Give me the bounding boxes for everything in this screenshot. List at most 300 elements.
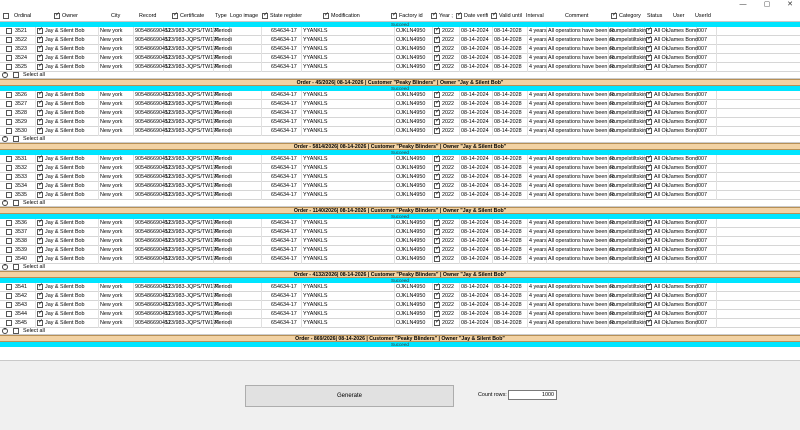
cell-checkbox[interactable]: [37, 192, 43, 198]
cell-text: YYANKLS: [303, 101, 328, 107]
cell-text: OJKLN4950: [396, 174, 426, 180]
cell-interval: [528, 237, 547, 246]
row-select-checkbox[interactable]: [6, 165, 12, 171]
cell-text: 2022: [442, 46, 454, 52]
cell-text: Periodi: [215, 128, 232, 134]
cell-text: Periodi: [215, 229, 232, 235]
cell-text: 3535: [15, 192, 27, 198]
cell-checkbox[interactable]: [646, 302, 652, 308]
col-owner[interactable]: Owner: [62, 13, 78, 19]
table-row[interactable]: [0, 109, 800, 118]
cell-checkbox[interactable]: [646, 192, 652, 198]
cell-text: All operations have been co: [548, 28, 615, 34]
cell-comment: [547, 283, 615, 292]
cell-text: 654634-17: [271, 156, 297, 162]
select-all-label: Select all: [23, 72, 45, 78]
row-select-checkbox[interactable]: [6, 302, 12, 308]
cell-checkbox[interactable]: [646, 311, 652, 317]
cell-checkbox[interactable]: [37, 37, 43, 43]
cell-year: [433, 54, 460, 63]
row-select-checkbox[interactable]: [6, 28, 12, 34]
cell-state-register: [270, 155, 302, 164]
cell-text: 905486690451: [135, 293, 171, 299]
row-select-checkbox[interactable]: [6, 101, 12, 107]
cell-text: New york: [100, 293, 123, 299]
row-select-checkbox[interactable]: [6, 229, 12, 235]
cell-checkbox[interactable]: [646, 55, 652, 61]
cell-checkbox[interactable]: [646, 28, 652, 34]
cell-text: Periodi: [215, 165, 232, 171]
cell-comment: [547, 182, 615, 191]
select-all-checkbox[interactable]: [13, 72, 19, 78]
cell-checkbox[interactable]: [646, 229, 652, 235]
cell-checkbox[interactable]: [646, 256, 652, 262]
cell-text: Rumpelstiltskin: [610, 256, 647, 262]
cell-owner: [36, 54, 99, 63]
cell-text: New york: [100, 183, 123, 189]
cell-ordinal: [14, 109, 36, 118]
cell-userid: [697, 319, 717, 328]
cell-checkbox[interactable]: [37, 302, 43, 308]
cell-checkbox[interactable]: [646, 101, 652, 107]
cell-checkbox[interactable]: [434, 311, 440, 317]
cell-checkbox[interactable]: [434, 238, 440, 244]
cell-text: 007: [698, 119, 707, 125]
cell-city: [99, 255, 134, 264]
cell-text: 08-14-2028: [494, 37, 522, 43]
cell-logo-image: [230, 36, 262, 45]
row-select-checkbox[interactable]: [6, 311, 12, 317]
col-certificate[interactable]: Certificate: [180, 13, 205, 19]
cell-checkbox[interactable]: [434, 119, 440, 125]
cell-text: All operations have been co: [548, 256, 615, 262]
cell-text: 4 years: [529, 302, 547, 308]
cell-city: [99, 237, 134, 246]
cell-checkbox[interactable]: [646, 165, 652, 171]
col-comment[interactable]: Comment: [565, 13, 589, 19]
cell-checkbox[interactable]: [37, 28, 43, 34]
cell-text: New york: [100, 284, 123, 290]
cell-year: [433, 292, 460, 301]
cell-checkbox[interactable]: [37, 174, 43, 180]
col-logo-image[interactable]: Logo image: [230, 13, 259, 19]
cell-text: 3526: [15, 92, 27, 98]
cell-valid-until: [493, 127, 528, 136]
cell-logo-image: [230, 63, 262, 72]
col-date-verification[interactable]: Date verifi: [464, 13, 489, 19]
cell-text: James Bond: [668, 46, 698, 52]
cell-checkbox[interactable]: [37, 183, 43, 189]
table-row[interactable]: [0, 246, 800, 255]
table-row[interactable]: [0, 255, 800, 264]
cell-status: [645, 54, 667, 63]
table-row[interactable]: [0, 127, 800, 136]
cell-user: [667, 155, 697, 164]
table-row[interactable]: [0, 228, 800, 237]
table-row[interactable]: [0, 91, 800, 100]
cell-certificate: [164, 292, 220, 301]
cell-checkbox[interactable]: [37, 156, 43, 162]
select-all-checkbox[interactable]: [13, 136, 19, 142]
col-userid[interactable]: UserId: [695, 13, 711, 19]
group-select-all-row[interactable]: [0, 136, 800, 143]
cell-checkbox[interactable]: [434, 64, 440, 70]
cell-checkbox[interactable]: [434, 46, 440, 52]
cell-checkbox[interactable]: [37, 55, 43, 61]
cell-checkbox[interactable]: [37, 64, 43, 70]
cell-text: 08-14-2028: [494, 256, 522, 262]
cell-checkbox[interactable]: [434, 37, 440, 43]
cell-checkbox[interactable]: [434, 128, 440, 134]
cell-checkbox[interactable]: [37, 101, 43, 107]
cell-text: 08-14-2024: [461, 92, 489, 98]
cell-text: All Ok: [654, 238, 669, 244]
row-select-checkbox[interactable]: [6, 55, 12, 61]
cell-checkbox[interactable]: [434, 284, 440, 290]
cell-checkbox[interactable]: [37, 256, 43, 262]
group-select-all-row[interactable]: [0, 72, 800, 79]
cell-checkbox[interactable]: [434, 165, 440, 171]
cell-checkbox[interactable]: [434, 320, 440, 326]
col-city[interactable]: City: [111, 13, 121, 19]
cell-text: Jay & Silent Bob: [45, 110, 85, 116]
cell-checkbox[interactable]: [37, 46, 43, 52]
cell-checkbox[interactable]: [646, 46, 652, 52]
cell-checkbox[interactable]: [646, 320, 652, 326]
cell-text: Rumpelstiltskin: [610, 293, 647, 299]
cell-checkbox[interactable]: [434, 302, 440, 308]
col-interval[interactable]: Interval: [526, 13, 544, 19]
cell-text: New york: [100, 119, 123, 125]
cell-checkbox[interactable]: [37, 293, 43, 299]
cell-factory-id: [395, 63, 433, 72]
cell-checkbox[interactable]: [434, 101, 440, 107]
data-grid[interactable]: [0, 10, 800, 361]
row-select-checkbox[interactable]: [6, 247, 12, 253]
cell-text: 654634-17: [271, 256, 297, 262]
table-row[interactable]: [0, 319, 800, 328]
col-user[interactable]: User: [673, 13, 685, 19]
row-select-checkbox[interactable]: [6, 119, 12, 125]
cell-record: [134, 155, 171, 164]
table-row[interactable]: [0, 118, 800, 127]
cell-checkbox[interactable]: [37, 247, 43, 253]
cell-checkbox[interactable]: [434, 55, 440, 61]
valid-until-column-checkbox[interactable]: [491, 13, 497, 19]
generate-button[interactable]: Generate: [245, 385, 454, 407]
cell-text: All operations have been co: [548, 247, 615, 253]
cell-checkbox[interactable]: [37, 119, 43, 125]
row-select-checkbox[interactable]: [6, 64, 12, 70]
cell-checkbox[interactable]: [646, 64, 652, 70]
table-row[interactable]: [0, 283, 800, 292]
table-row[interactable]: [0, 54, 800, 63]
cell-checkbox[interactable]: [646, 284, 652, 290]
cell-checkbox[interactable]: [646, 119, 652, 125]
modification-column-checkbox[interactable]: [323, 13, 329, 19]
cell-checkbox[interactable]: [646, 293, 652, 299]
year-column-checkbox[interactable]: [431, 13, 437, 19]
cell-text: 08-14-2024: [461, 156, 489, 162]
cell-category: [609, 191, 645, 200]
cell-text: YYANKLS: [303, 92, 328, 98]
collapse-toggle-icon[interactable]: ^: [3, 200, 7, 206]
cell-text: 905486690451: [135, 37, 171, 43]
table-row[interactable]: [0, 63, 800, 72]
cell-interval: [528, 219, 547, 228]
cell-user: [667, 292, 697, 301]
cell-checkbox[interactable]: [37, 110, 43, 116]
cell-text: 654634-17: [271, 101, 297, 107]
cell-text: 3541: [15, 284, 27, 290]
cell-text: 654634-17: [271, 247, 297, 253]
table-row[interactable]: [0, 45, 800, 54]
table-row[interactable]: [0, 182, 800, 191]
cell-text: All Ok: [654, 156, 669, 162]
cell-user: [667, 45, 697, 54]
cell-checkbox[interactable]: [646, 92, 652, 98]
cell-factory-id: [395, 237, 433, 246]
collapse-toggle-icon[interactable]: ^: [3, 328, 7, 334]
cell-logo-image: [230, 127, 262, 136]
cell-text: James Bond: [668, 119, 698, 125]
select-all-checkbox[interactable]: [13, 328, 19, 334]
table-row[interactable]: [0, 237, 800, 246]
cell-checkbox[interactable]: [646, 220, 652, 226]
cell-modification: [302, 173, 395, 182]
col-valid-until[interactable]: Valid until: [499, 13, 522, 19]
group-select-all-row[interactable]: [0, 264, 800, 271]
cell-text: 2022: [442, 174, 454, 180]
row-select-checkbox[interactable]: [6, 156, 12, 162]
cell-checkbox[interactable]: [646, 238, 652, 244]
cell-status: [645, 164, 667, 173]
cell-checkbox[interactable]: [434, 293, 440, 299]
cell-text: 3522: [15, 37, 27, 43]
table-row[interactable]: [0, 301, 800, 310]
cell-owner: [36, 319, 99, 328]
cell-text: All Ok: [654, 46, 669, 52]
cell-text: Periodi: [215, 101, 232, 107]
cell-checkbox[interactable]: [434, 229, 440, 235]
cell-checkbox[interactable]: [37, 128, 43, 134]
table-row[interactable]: [0, 173, 800, 182]
cell-year: [433, 246, 460, 255]
cell-factory-id: [395, 310, 433, 319]
date-verification-column-checkbox[interactable]: [456, 13, 462, 19]
col-modification[interactable]: Modification: [331, 13, 360, 19]
maximize-button[interactable]: ▢: [763, 1, 771, 8]
row-select-checkbox[interactable]: [6, 293, 12, 299]
cell-owner: [36, 301, 99, 310]
cell-ordinal: [14, 219, 36, 228]
cell-checkbox[interactable]: [646, 37, 652, 43]
group-select-all-row[interactable]: [0, 328, 800, 335]
cell-text: All Ok: [654, 302, 669, 308]
cell-checkbox[interactable]: [37, 311, 43, 317]
cell-text: 4 years: [529, 128, 547, 134]
cell-text: All operations have been co: [548, 156, 615, 162]
cell-category: [609, 45, 645, 54]
cell-text: All operations have been co: [548, 46, 615, 52]
cell-checkbox[interactable]: [434, 183, 440, 189]
cell-checkbox[interactable]: [646, 174, 652, 180]
cell-text: 4 years: [529, 28, 547, 34]
cell-text: 4 years: [529, 183, 547, 189]
cell-modification: [302, 219, 395, 228]
cell-checkbox[interactable]: [37, 220, 43, 226]
certificate-column-checkbox[interactable]: [172, 13, 178, 19]
cell-checkbox[interactable]: [434, 110, 440, 116]
cell-text: 2022: [442, 128, 454, 134]
cell-logo-image: [230, 319, 262, 328]
cell-modification: [302, 182, 395, 191]
table-row[interactable]: [0, 191, 800, 200]
row-select-checkbox[interactable]: [6, 183, 12, 189]
select-all-checkbox[interactable]: [13, 264, 19, 270]
cell-text: 007: [698, 92, 707, 98]
cell-text: 654634-17: [271, 183, 297, 189]
row-select-checkbox[interactable]: [6, 174, 12, 180]
cell-checkbox[interactable]: [646, 110, 652, 116]
cell-text: 654634-17: [271, 46, 297, 52]
cell-checkbox[interactable]: [37, 284, 43, 290]
cell-text: 08-14-2024: [461, 64, 489, 70]
cell-checkbox[interactable]: [37, 229, 43, 235]
category-column-checkbox[interactable]: [611, 13, 617, 19]
minimize-button[interactable]: —: [739, 1, 747, 8]
row-select-checkbox[interactable]: [6, 320, 12, 326]
cell-checkbox[interactable]: [434, 192, 440, 198]
col-factory-id[interactable]: Factory id: [399, 13, 423, 19]
cell-checkbox[interactable]: [646, 247, 652, 253]
cell-city: [99, 54, 134, 63]
col-status[interactable]: Status: [647, 13, 663, 19]
cell-factory-id: [395, 155, 433, 164]
cell-text: 3544: [15, 311, 27, 317]
cell-text: 3524: [15, 55, 27, 61]
cell-text: 08-14-2024: [461, 183, 489, 189]
table-row[interactable]: [0, 100, 800, 109]
cell-text: All Ok: [654, 64, 669, 70]
row-select-checkbox[interactable]: [6, 192, 12, 198]
cell-text: Jay & Silent Bob: [45, 64, 85, 70]
owner-column-checkbox[interactable]: [54, 13, 60, 19]
cell-text: Jay & Silent Bob: [45, 284, 85, 290]
col-ordinal[interactable]: Ordinal: [14, 13, 32, 19]
select-all-header-checkbox[interactable]: [3, 13, 9, 19]
cell-interval: [528, 292, 547, 301]
cell-text: 08-14-2024: [461, 220, 489, 226]
cell-checkbox[interactable]: [434, 256, 440, 262]
cell-text: 08-14-2024: [461, 311, 489, 317]
table-row[interactable]: [0, 292, 800, 301]
cell-record: [134, 191, 171, 200]
table-row[interactable]: [0, 164, 800, 173]
table-row[interactable]: [0, 155, 800, 164]
cell-record: [134, 219, 171, 228]
cell-text: All operations have been co: [548, 192, 615, 198]
collapse-toggle-icon[interactable]: ^: [3, 136, 7, 142]
cell-comment: [547, 100, 615, 109]
row-select-checkbox[interactable]: [6, 256, 12, 262]
row-select-checkbox[interactable]: [6, 284, 12, 290]
row-select-checkbox[interactable]: [6, 128, 12, 134]
cell-checkbox[interactable]: [434, 220, 440, 226]
table-row[interactable]: [0, 310, 800, 319]
col-record[interactable]: Record: [139, 13, 157, 19]
cell-checkbox[interactable]: [646, 183, 652, 189]
cell-checkbox[interactable]: [434, 247, 440, 253]
state-register-column-checkbox[interactable]: [262, 13, 268, 19]
cell-text: 123/983-JQPS/TW176: [165, 192, 220, 198]
cell-checkbox[interactable]: [434, 28, 440, 34]
cell-text: All operations have been co: [548, 302, 615, 308]
cell-checkbox[interactable]: [646, 156, 652, 162]
cell-owner: [36, 63, 99, 72]
cell-checkbox[interactable]: [646, 128, 652, 134]
cell-text: 123/983-JQPS/TW176: [165, 284, 220, 290]
cell-logo-image: [230, 109, 262, 118]
cell-text: 2022: [442, 64, 454, 70]
cell-record: [134, 118, 171, 127]
cell-city: [99, 45, 134, 54]
cell-checkbox[interactable]: [37, 165, 43, 171]
cell-comment: [547, 36, 615, 45]
col-type[interactable]: Type: [215, 13, 227, 19]
group-select-all-row[interactable]: [0, 200, 800, 207]
cell-text: Periodi: [215, 256, 232, 262]
factory-id-column-checkbox[interactable]: [391, 13, 397, 19]
cell-modification: [302, 36, 395, 45]
col-category[interactable]: Category: [619, 13, 641, 19]
row-select-checkbox[interactable]: [6, 220, 12, 226]
row-select-checkbox[interactable]: [6, 37, 12, 43]
table-row[interactable]: [0, 219, 800, 228]
row-select-checkbox[interactable]: [6, 238, 12, 244]
table-row[interactable]: [0, 36, 800, 45]
cell-year: [433, 36, 460, 45]
row-select-checkbox[interactable]: [6, 92, 12, 98]
cell-text: James Bond: [668, 302, 698, 308]
collapse-toggle-icon[interactable]: ^: [3, 72, 7, 78]
cell-checkbox[interactable]: [434, 156, 440, 162]
select-all-checkbox[interactable]: [13, 200, 19, 206]
cell-status: [645, 301, 667, 310]
order-header: Order - 45/2026| 08-14-2026 | Customer "Peaky Blinders" | Owner "Jay & Silent Bob": [0, 79, 800, 86]
close-button[interactable]: ✕: [787, 1, 793, 8]
row-select-checkbox[interactable]: [6, 46, 12, 52]
cell-checkbox[interactable]: [37, 320, 43, 326]
col-year[interactable]: Year ;: [439, 13, 453, 19]
cell-text: All Ok: [654, 101, 669, 107]
cell-checkbox[interactable]: [37, 238, 43, 244]
cell-interval: [528, 182, 547, 191]
cell-text: New york: [100, 92, 123, 98]
count-rows-input[interactable]: [508, 390, 557, 400]
collapse-toggle-icon[interactable]: ^: [3, 264, 7, 270]
order-header: Order - 5814/2026| 08-14-2026 | Customer "Peaky Blinders" | Owner "Jay & Silent Bob": [0, 143, 800, 150]
col-state-register[interactable]: State register: [270, 13, 303, 19]
cell-checkbox[interactable]: [434, 174, 440, 180]
cell-text: 2022: [442, 183, 454, 189]
cell-category: [609, 36, 645, 45]
cell-user: [667, 310, 697, 319]
cell-checkbox[interactable]: [37, 92, 43, 98]
table-row[interactable]: [0, 27, 800, 36]
cell-checkbox[interactable]: [434, 92, 440, 98]
row-select-checkbox[interactable]: [6, 110, 12, 116]
